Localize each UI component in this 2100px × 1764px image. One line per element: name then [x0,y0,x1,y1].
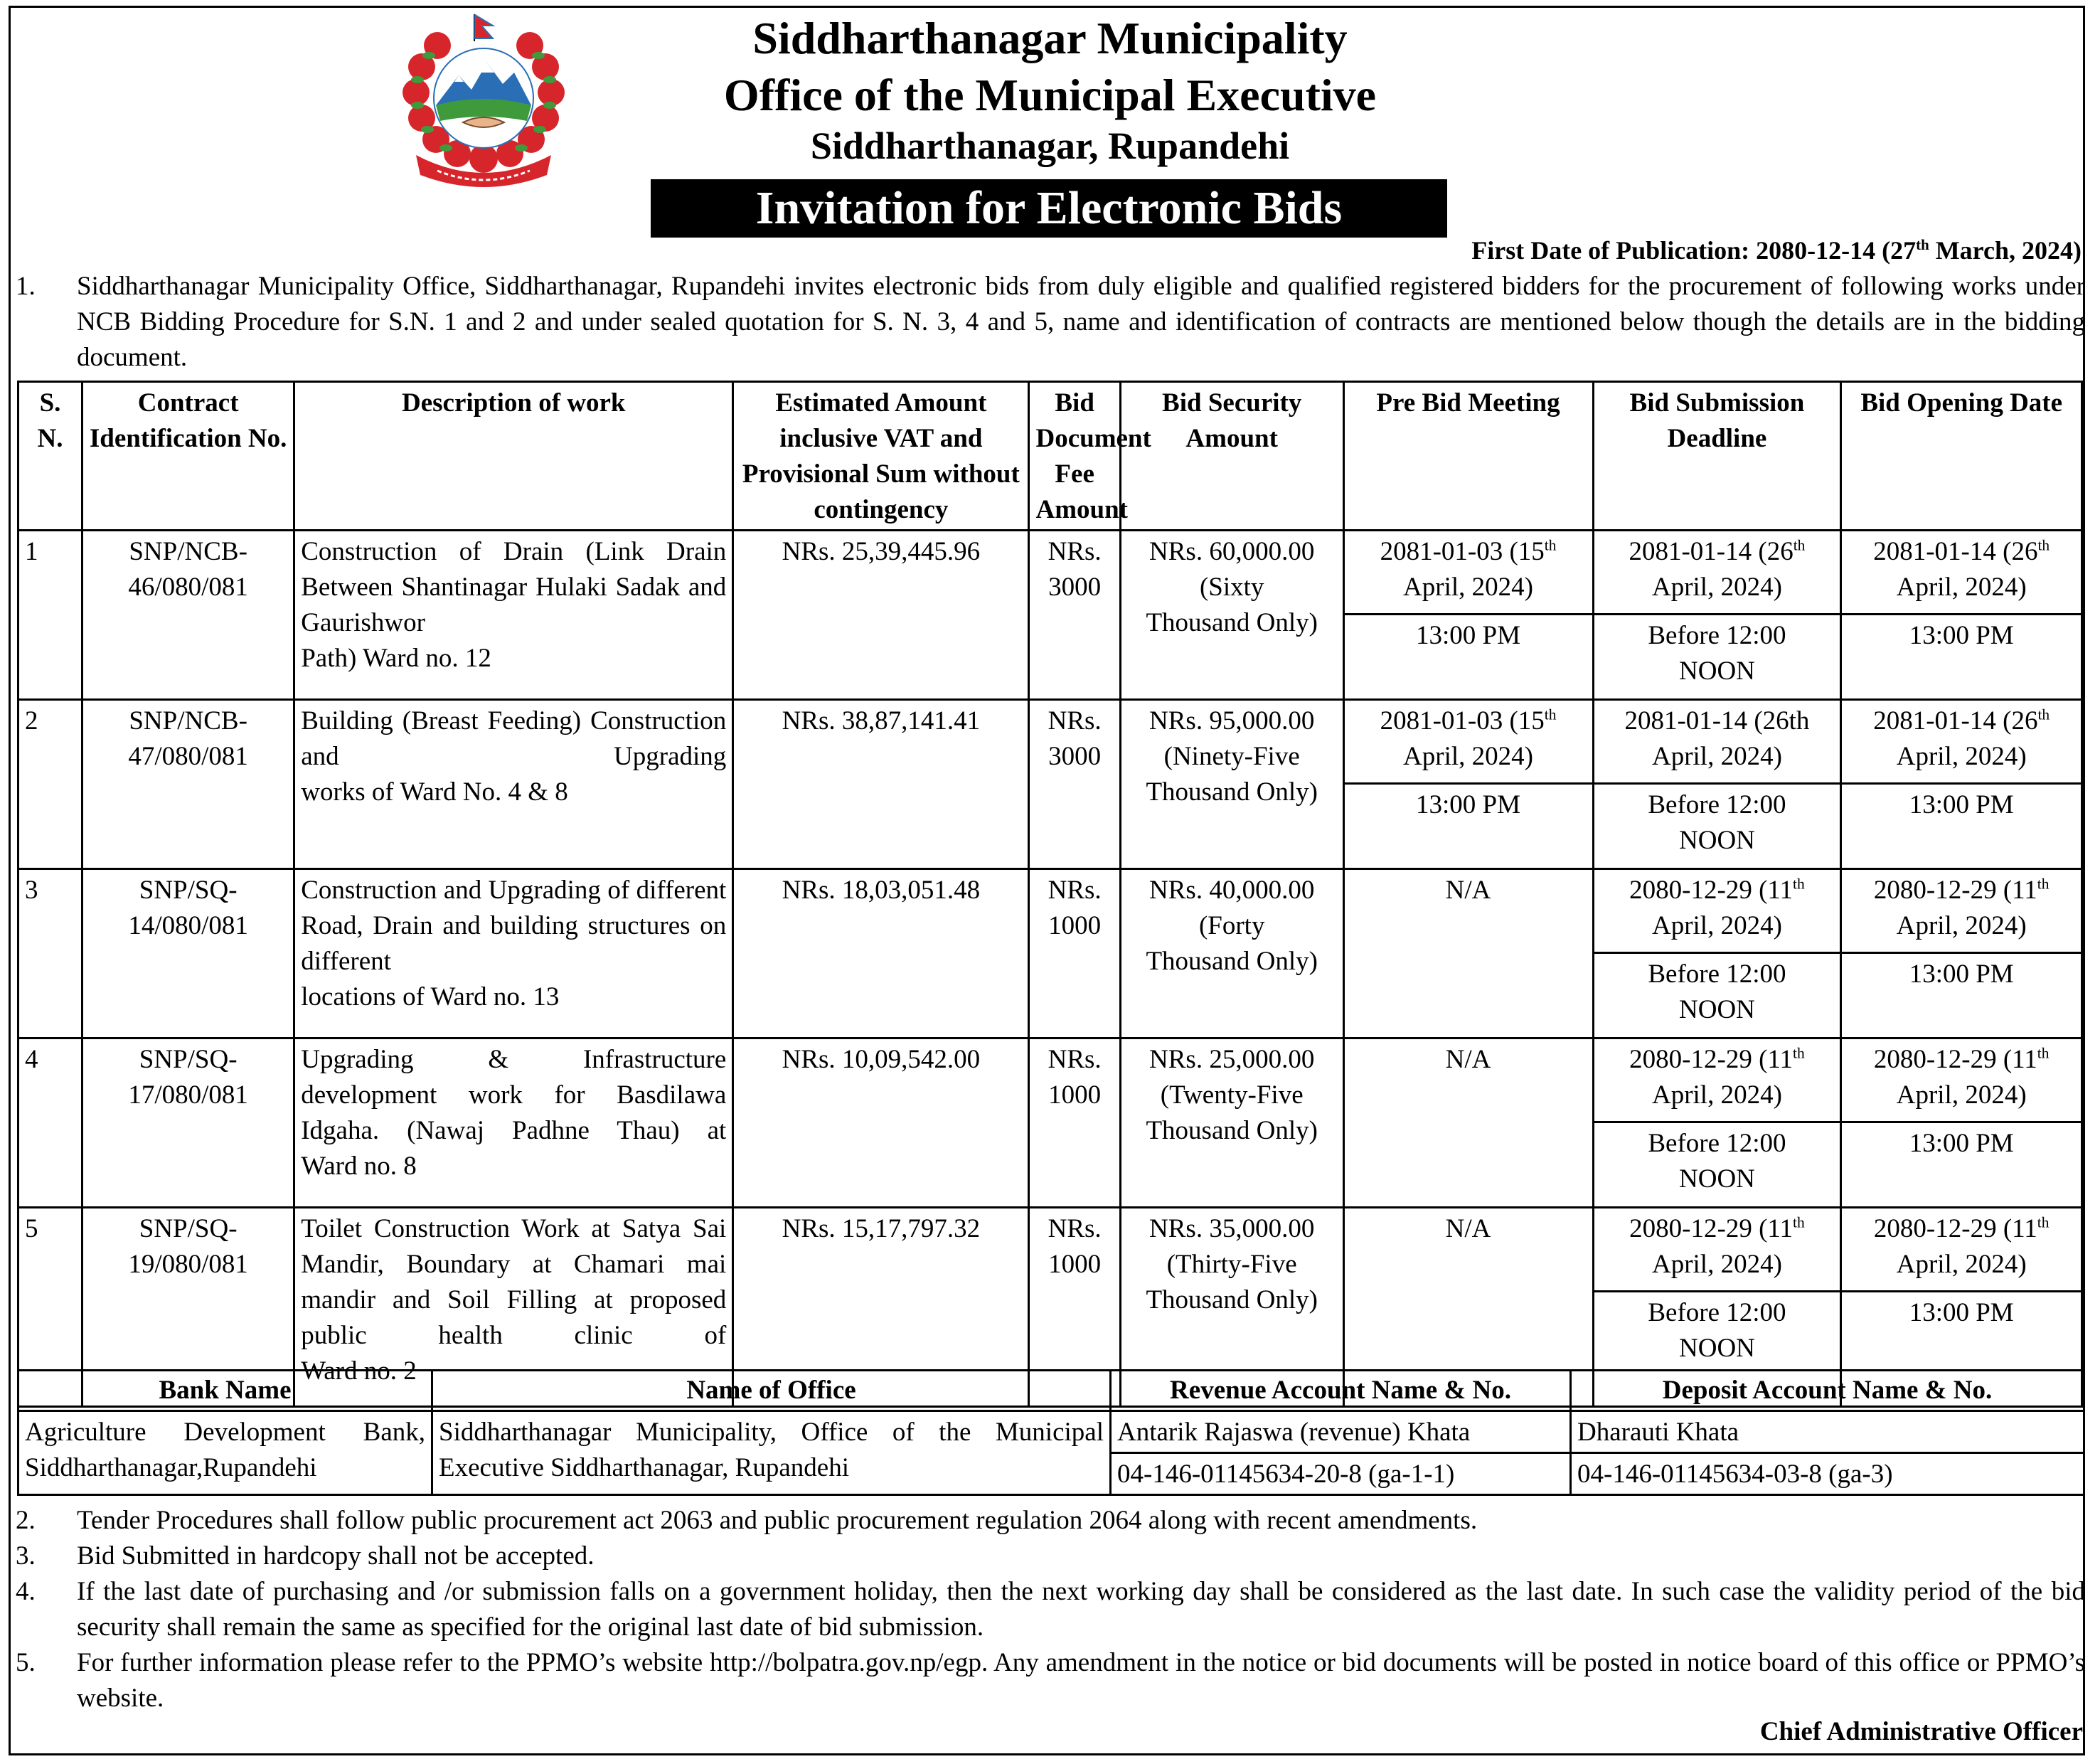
table-row [18,531,2082,615]
submission-time: Before 12:00 NOON [1593,1292,1841,1407]
serial-number: 2 [18,700,82,869]
opening-date: 2081-01-14 (26th April, 2024) [1841,700,2082,784]
header-sn: S. N. [18,382,82,531]
pre-bid-time: 13:00 PM [1343,784,1593,869]
opening-time: 13:00 PM [1841,615,2082,700]
revenue-account-no: 04-146-01145634-20-8 (ga-1-1) [1111,1453,1571,1495]
submission-date: 2080-12-29 (11th April, 2024) [1593,1208,1841,1292]
bid-fee: NRs. 1000 [1029,869,1120,1038]
note-item [16,1574,2085,1645]
submission-date: 2081-01-14 (26th April, 2024) [1593,531,1841,615]
work-description: Construction of Drain (Link Drain Between Shantinagar Hulaki Sadak and Gaurishwor Path) Ward no. 12 [294,531,733,700]
signature: Chief Administrative Officer [1759,1717,2083,1746]
pre-bid-meeting: N/A [1343,1208,1593,1407]
work-description: Construction and Upgrading of different Road, Drain and building structures on different locations of Ward no. 13 [294,869,733,1038]
note-text: If the last date of purchasing and /or submission falls on a government holiday, then the next working day shall be considered as the last date. In such case the validity period of the bid security shall remain the same as specified for the original last date of bid submission. [77,1577,2085,1642]
contract-id: SNP/SQ- 17/080/081 [82,1038,294,1208]
bids-table [17,381,2083,1408]
note-number: 2. [16,1506,36,1535]
header-bank: Bank Name [18,1371,432,1411]
header-contract-id: Contract Identification No. [82,382,294,531]
header-estimated-amount: Estimated Amount inclusive VAT and Provisional Sum without contingency [733,382,1029,531]
bid-fee: NRs. 1000 [1029,1038,1120,1208]
submission-time: Before 12:00 NOON [1593,1122,1841,1208]
work-description: Toilet Construction Work at Satya Sai Mandir, Boundary at Chamari mai mandir and Soil Filling at proposed public health clinic of Ward no. 2 [294,1208,733,1407]
submission-date: 2080-12-29 (11th April, 2024) [1593,869,1841,953]
table-header-row [18,382,2082,531]
pre-bid-meeting: N/A [1343,1038,1593,1208]
header-opening: Bid Opening Date [1841,382,2082,531]
header-description: Description of work [294,382,733,531]
note-number: 3. [16,1541,36,1571]
note-item [16,1539,2085,1574]
header-deposit: Deposit Account Name & No. [1571,1371,2084,1411]
contract-id: SNP/SQ- 14/080/081 [82,869,294,1038]
opening-time: 13:00 PM [1841,784,2082,869]
pre-bid-date: 2081-01-03 (15th April, 2024) [1343,531,1593,615]
bid-security: NRs. 35,000.00 (Thirty-Five Thousand Only) [1120,1208,1343,1407]
pre-bid-meeting: N/A [1343,869,1593,1038]
submission-time: Before 12:00 NOON [1593,784,1841,869]
header-submission: Bid Submission Deadline [1593,382,1841,531]
table-row [18,869,2082,953]
serial-number: 4 [18,1038,82,1208]
bid-security: NRs. 60,000.00 (Sixty Thousand Only) [1120,531,1343,700]
office-location: Siddharthanagar, Rupandehi [810,124,1290,167]
opening-time: 13:00 PM [1841,953,2082,1038]
submission-date: 2080-12-29 (11th April, 2024) [1593,1038,1841,1122]
serial-number: 5 [18,1208,82,1407]
contract-id: SNP/SQ- 19/080/081 [82,1208,294,1407]
estimated-amount: NRs. 10,09,542.00 [733,1038,1029,1208]
header-office: Name of Office [432,1371,1111,1411]
estimated-amount: NRs. 38,87,141.41 [733,700,1029,869]
opening-date: 2081-01-14 (26th April, 2024) [1841,531,2082,615]
opening-date: 2080-12-29 (11th April, 2024) [1841,869,2082,953]
deposit-account-no: 04-146-01145634-03-8 (ga-3) [1571,1453,2084,1495]
header-bid-fee: Bid Document Fee Amount [1029,382,1120,531]
work-description: Upgrading & Infrastructure development work for Basdilawa Idgaha. (Nawaj Padhne Thau) at Ward no. 8 [294,1038,733,1208]
header-pre-bid: Pre Bid Meeting [1343,382,1593,531]
note-text: For further information please refer to the PPMO’s website http://bolpatra.gov.np/egp. Any amendment in the notice or bid documents will be posted in notice board of this office or PPMO’s website. [77,1648,2085,1713]
note-number: 4. [16,1577,36,1606]
office-name: Office of the Municipal Executive [723,70,1377,120]
publication-date: First Date of Publication: 2080-12-14 (27th March, 2024) [1471,236,2082,265]
intro-paragraph [16,269,2085,376]
submission-date: 2081-01-14 (26th April, 2024) [1593,700,1841,784]
bid-fee: NRs. 1000 [1029,1208,1120,1407]
revenue-account-name: Antarik Rajaswa (revenue) Khata [1111,1411,1571,1453]
bank-header-row [18,1371,2084,1411]
office-name-cell: Siddharthanagar Municipality, Office of the Municipal Executive Siddharthanagar, Rupandehi [432,1411,1111,1495]
estimated-amount: NRs. 18,03,051.48 [733,869,1029,1038]
notice-title: Invitation for Electronic Bids [651,179,1447,238]
submission-time: Before 12:00 NOON [1593,953,1841,1038]
contract-id: SNP/NCB- 46/080/081 [82,531,294,700]
opening-date: 2080-12-29 (11th April, 2024) [1841,1038,2082,1122]
header-bid-security: Bid Security Amount [1120,382,1343,531]
table-row [18,1038,2082,1122]
serial-number: 1 [18,531,82,700]
submission-time: Before 12:00 NOON [1593,615,1841,700]
note-number: 5. [16,1648,36,1677]
opening-time: 13:00 PM [1841,1292,2082,1407]
opening-time: 13:00 PM [1841,1122,2082,1208]
header-revenue: Revenue Account Name & No. [1111,1371,1571,1411]
bid-security: NRs. 25,000.00 (Twenty-Five Thousand Only) [1120,1038,1343,1208]
opening-date: 2080-12-29 (11th April, 2024) [1841,1208,2082,1292]
bank-name: Agriculture Development Bank, Siddharthanagar,Rupandehi [18,1411,432,1495]
work-description: Building (Breast Feeding) Construction and Upgrading works of Ward No. 4 & 8 [294,700,733,869]
table-row [18,1208,2082,1292]
bid-security: NRs. 40,000.00 (Forty Thousand Only) [1120,869,1343,1038]
estimated-amount: NRs. 15,17,797.32 [733,1208,1029,1407]
bid-security: NRs. 95,000.00 (Ninety-Five Thousand Only) [1120,700,1343,869]
bid-fee: NRs. 3000 [1029,531,1120,700]
deposit-account-name: Dharauti Khata [1571,1411,2084,1453]
note-item [16,1503,2085,1539]
note-text: Bid Submitted in hardcopy shall not be accepted. [77,1541,595,1571]
bid-fee: NRs. 3000 [1029,700,1120,869]
pre-bid-date: 2081-01-03 (15th April, 2024) [1343,700,1593,784]
contract-id: SNP/NCB- 47/080/081 [82,700,294,869]
estimated-amount: NRs. 25,39,445.96 [733,531,1029,700]
serial-number: 3 [18,869,82,1038]
bank-table [17,1369,2085,1496]
table-row [18,700,2082,784]
paragraph-text: Siddharthanagar Municipality Office, Siddharthanagar, Rupandehi invites electronic bids from duly eligible and qualified registered bidders for the procurement of following works under NCB Bidding Procedure for S.N. 1 and 2 and under sealed quotation for S. N. 3, 4 and 5, name and identification of contracts are mentioned below though the details are in the bidding document. [77,272,2085,372]
paragraph-number: 1. [16,272,36,301]
municipality-name: Siddharthanagar Municipality [752,13,1348,63]
note-item [16,1645,2085,1716]
note-text: Tender Procedures shall follow public procurement act 2063 and public procurement regulation 2064 along with recent amendments. [77,1506,1478,1535]
bank-row [18,1411,2084,1453]
pre-bid-time: 13:00 PM [1343,615,1593,700]
